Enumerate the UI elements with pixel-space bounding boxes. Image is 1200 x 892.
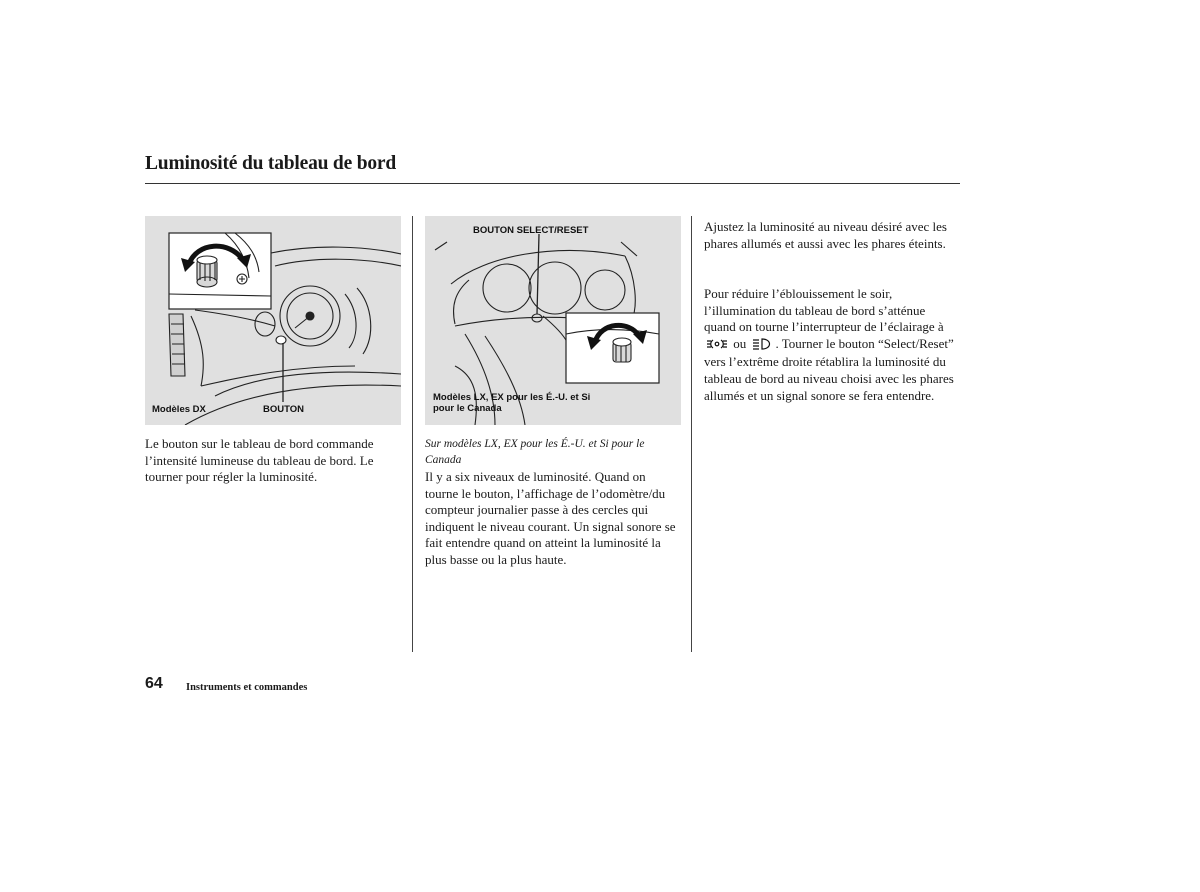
col2-subheading: Sur modèles LX, EX pour les É.-U. et Si pour le Canada [425, 438, 645, 466]
col3-paragraph-2 [704, 286, 956, 404]
page-title: Luminosité du tableau de bord [145, 153, 397, 174]
figure-lx-ex-models [425, 216, 681, 425]
col3-p2-after: . Tourner le bouton “Select/Reset” vers l’extrême droite rétablira la luminosité du tableau de bord au niveau choisi avec les phares allumés et un signal sonore se fera entendre. [704, 335, 954, 403]
headlights-icon [752, 338, 774, 355]
title-rule [145, 183, 960, 184]
col3-paragraph-1: Ajustez la luminosité au niveau désiré avec les phares allumés et aussi avec les phares éteints. [704, 219, 947, 251]
page-number: 64 [145, 675, 163, 692]
select-reset-label: BOUTON SELECT/RESET [473, 225, 589, 236]
column-divider-2 [691, 216, 692, 652]
figure-dx-models [145, 216, 401, 425]
section-name: Instruments et commandes [186, 682, 308, 693]
caption-model-lx-ex: Modèles LX, EX pour les É.-U. et Si pour le Canada [433, 392, 591, 414]
dashboard-dx-illustration [145, 216, 401, 425]
caption-button: BOUTON [263, 404, 304, 415]
column-divider-1 [412, 216, 413, 652]
col3-p2-ou: ou [733, 335, 747, 351]
col2-paragraph: Il y a six niveaux de luminosité. Quand on tourne le bouton, l’affichage de l’odomètre/du compteur journalier passe à des cercles qui indiquent le niveau courant. Un signal sonore se fait entendre quand on atteint la luminosité la plus basse ou la plus haute. [425, 469, 676, 567]
parking-lights-icon [706, 338, 728, 355]
col3-p2-before: Pour réduire l’éblouissement le soir, l’illumination du tableau de bord s’atténue quand on tourne l’interrupteur de l’éclairage à [704, 286, 944, 335]
caption-model-dx: Modèles DX [152, 404, 206, 415]
col1-paragraph: Le bouton sur le tableau de bord commande l’intensité lumineuse du tableau de bord. Le tourner pour régler la luminosité. [145, 436, 374, 485]
